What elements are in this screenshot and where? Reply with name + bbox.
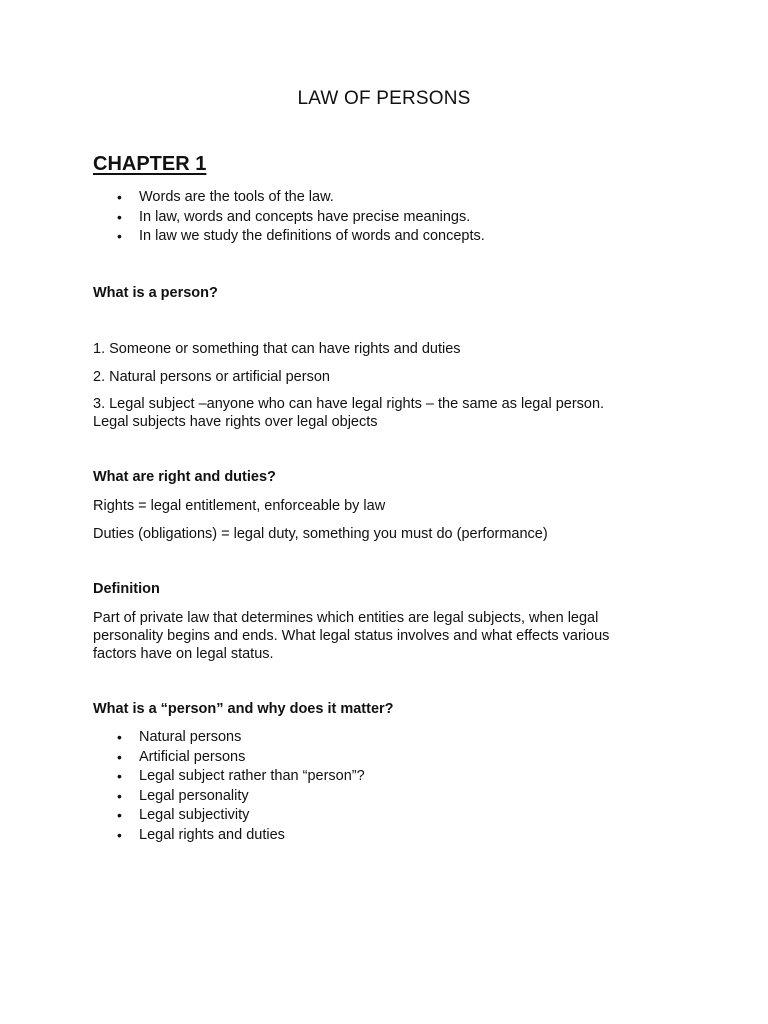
intro-bullet-list: [93, 188, 485, 247]
list-item: [93, 767, 365, 787]
list-item-text: Legal subjectivity: [139, 807, 250, 823]
document-title: LAW OF PERSONS: [297, 88, 471, 109]
list-item-text: Words are the tools of the law.: [139, 189, 334, 205]
paragraph: 1. Someone or something that can have rights and duties: [93, 341, 461, 357]
section-heading-definition: Definition: [93, 581, 160, 597]
list-item-text: Legal personality: [139, 787, 249, 804]
bullet-icon: •: [117, 729, 122, 745]
list-item: [93, 227, 485, 247]
list-item: [93, 188, 485, 208]
section-heading-rights-duties: What are right and duties?: [93, 469, 276, 485]
list-item-text: Natural persons: [139, 729, 242, 745]
bullet-icon: •: [117, 748, 122, 765]
list-item-text: In law, words and concepts have precise meanings.: [139, 208, 471, 225]
list-item: [93, 806, 365, 826]
paragraph: factors have on legal status.: [93, 646, 274, 662]
bullet-icon: •: [117, 787, 122, 804]
list-item-text: In law we study the definitions of words and concepts.: [139, 228, 485, 244]
list-item: [93, 208, 485, 228]
paragraph: Part of private law that determines which entities are legal subjects, when legal: [93, 610, 599, 626]
bullet-icon: •: [117, 807, 122, 823]
bullet-icon: •: [117, 228, 122, 244]
paragraph: Rights = legal entitlement, enforceable by law: [93, 498, 386, 514]
list-item-text: Legal subject rather than “person”?: [139, 768, 365, 784]
paragraph: Legal subjects have rights over legal objects: [93, 414, 378, 430]
person-bullet-list: [93, 728, 365, 845]
paragraph: 3. Legal subject –anyone who can have legal rights – the same as legal person.: [93, 396, 605, 412]
list-item: [93, 787, 365, 807]
bullet-icon: •: [117, 826, 122, 843]
chapter-heading: CHAPTER 1: [93, 153, 207, 175]
bullet-icon: •: [117, 189, 122, 205]
list-item-text: Legal rights and duties: [139, 826, 285, 843]
section-heading-why-matter: What is a “person” and why does it matter?: [93, 701, 394, 717]
list-item-text: Artificial persons: [139, 748, 246, 765]
bullet-icon: •: [117, 208, 122, 225]
paragraph: personality begins and ends. What legal status involves and what effects various: [93, 628, 610, 644]
list-item: [93, 728, 365, 748]
list-item: [93, 748, 365, 768]
paragraph: 2. Natural persons or artificial person: [93, 369, 330, 385]
list-item: [93, 826, 365, 846]
paragraph: Duties (obligations) = legal duty, something you must do (performance): [93, 526, 548, 542]
section-heading-what-is-person: What is a person?: [93, 285, 218, 301]
bullet-icon: •: [117, 768, 122, 784]
